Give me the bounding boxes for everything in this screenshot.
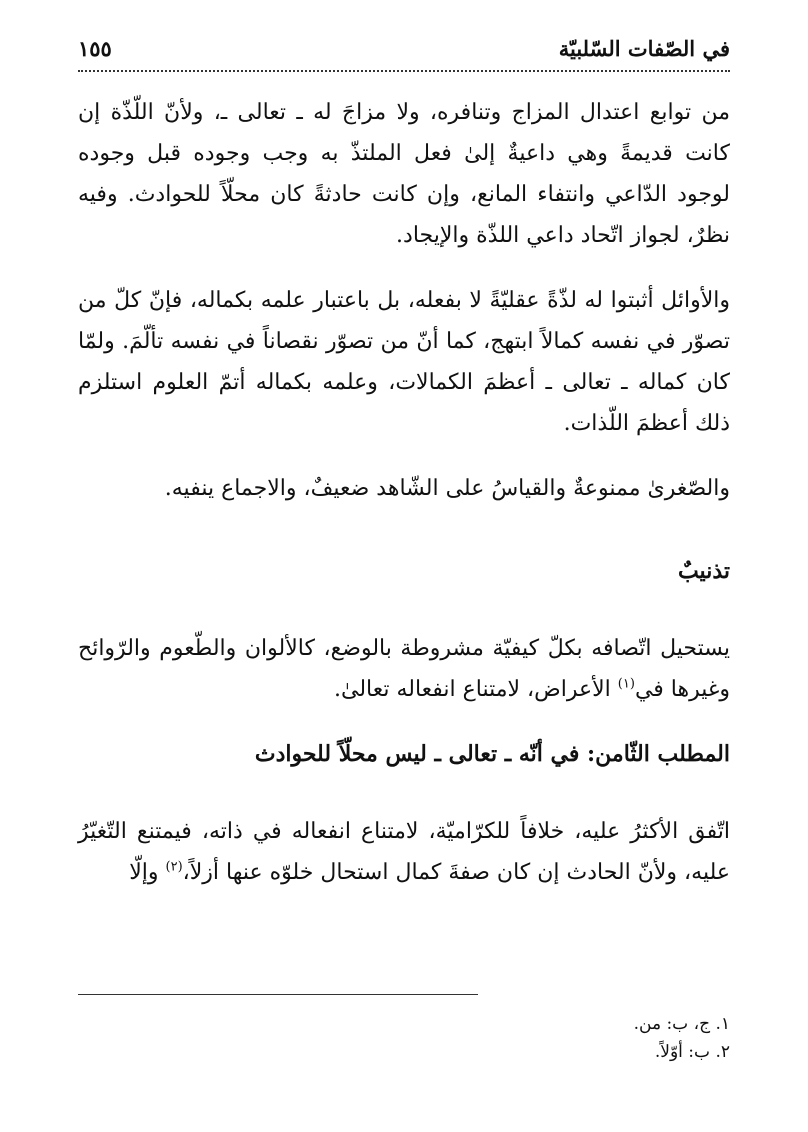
footnote-1: ١. ج، ب: من.	[633, 1014, 730, 1034]
paragraph-4	[78, 628, 730, 710]
section-heading-matlab-8: المطلب الثّامن: في أنّه ـ تعالى ـ ليس محلّاً للحوادث	[254, 741, 730, 767]
page-number: ١٥٥	[78, 36, 120, 61]
paragraph-3: والصّغرىٰ ممنوعةٌ والقياسُ على الشّاهد ضعيفٌ، والاجماع ينفيه.	[164, 476, 730, 501]
book-page	[78, 0, 730, 1132]
footnote-ref-1: (١)	[617, 676, 635, 692]
footnote-2: ٢. ب: أوّلاً.	[654, 1042, 730, 1062]
paragraph-2: والأوائل أثبتوا له لذّةً عقليّةً لا بفعله، بل باعتبار علمه بكماله، فإنّ كلّ من تصوّر في نفسه كمالاً ابتهج، كما أنّ من تصوّر نقصاناً في نفسه تألّمَ. ولمّا كان كماله ـ تعالى ـ أعظمَ الكمالات، وعلمه بكماله أتمّ العلوم استلزم ذلك أعظمَ اللّذات.	[78, 288, 730, 436]
paragraph-4-text-a: يستحيل اتّصافه بكلّ كيفيّة مشروطة بالوضع، كالألوان والطّعوم والرّوائح وغيرها في	[78, 636, 730, 702]
footnote-divider	[78, 994, 478, 995]
running-header	[78, 30, 730, 72]
paragraph-5	[78, 811, 730, 893]
paragraph-4-text-b: الأعراض، لامتناع انفعاله تعالىٰ.	[333, 677, 618, 702]
running-title: في الصّفات السّلبيّة	[551, 36, 730, 61]
footnote-ref-2: (٢)	[165, 859, 183, 875]
footnotes	[78, 1010, 730, 1066]
main-text	[78, 92, 730, 917]
paragraph-1: من توابع اعتدال المزاج وتنافره، ولا مزاجَ له ـ تعالى ـ، ولأنّ اللّذّة إن كانت قديمةً وهي داعيةٌ إلىٰ فعل الملتذّ به وجب وجوده قبل وجوده لوجود الدّاعي وانتفاء المانع، وإن كانت حادثةً كان محلّاً للحوادث. وفيه نظرٌ، لجواز اتّحاد داعي اللذّة والإيجاد.	[78, 100, 730, 248]
paragraph-5-text-b: وإلّا	[129, 860, 166, 885]
section-heading-tadhyib: تذنيبٌ	[677, 558, 730, 584]
paragraph-5-text-a: اتّفق الأكثرُ عليه، خلافاً للكرّاميّة، لامتناع انفعاله في ذاته، فيمتنع التّغيّرُ عليه، ولأنّ الحادث إن كان صفةَ كمال استحال خلوّه عنها أزلاً،	[78, 819, 730, 885]
